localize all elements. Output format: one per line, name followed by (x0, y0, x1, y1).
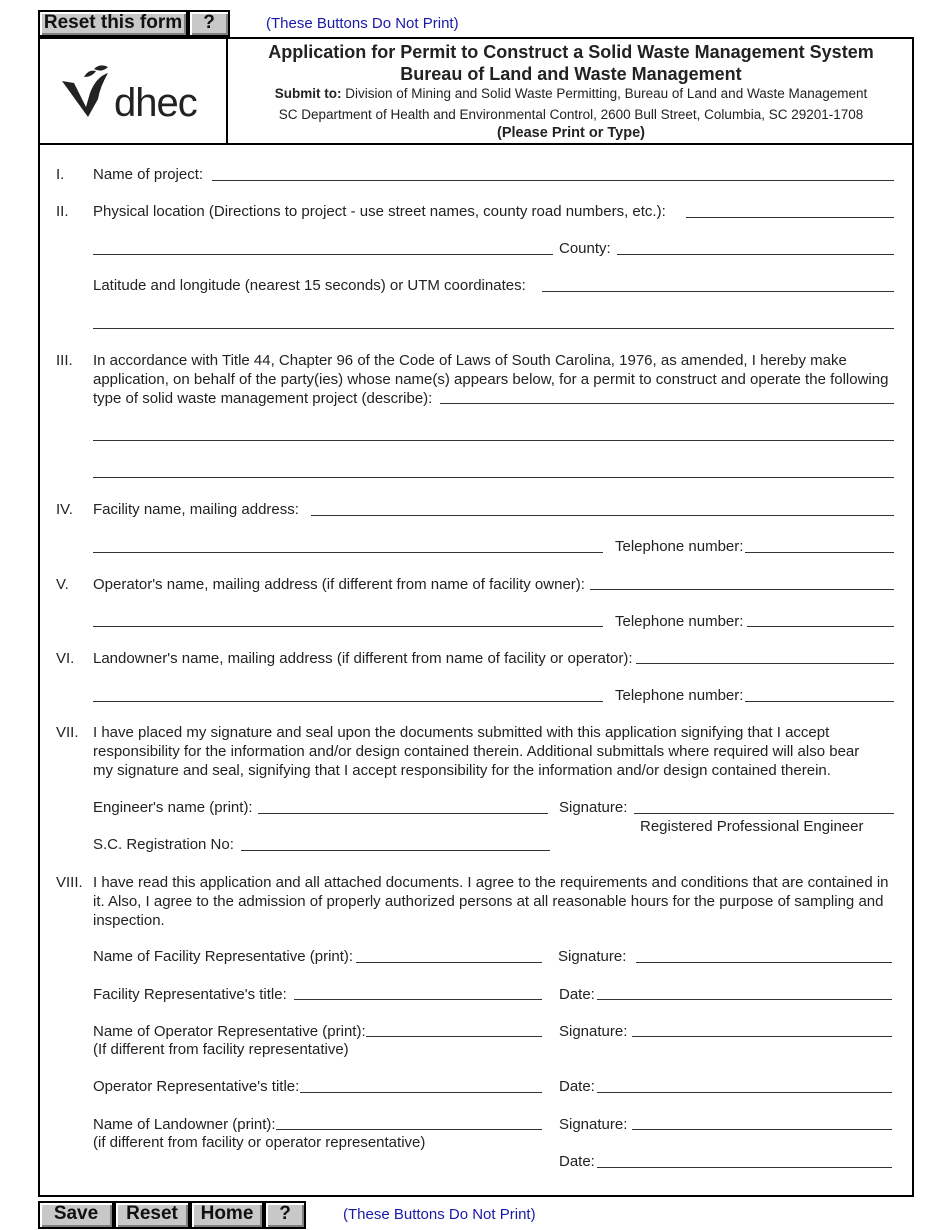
buttons-do-not-print-note-bottom: (These Buttons Do Not Print) (343, 1206, 536, 1223)
home-button[interactable]: Home (190, 1201, 264, 1229)
project-name-label: Name of project: (93, 166, 204, 183)
section7-text-1: I have placed my signature and seal upon the documents submitted with this application signifying that I accept (93, 724, 830, 741)
landowner-phone-field[interactable] (745, 701, 894, 702)
facility-rep-name-field[interactable] (356, 962, 542, 963)
section-number: II. (56, 203, 69, 220)
operator-rep-signature-field[interactable] (632, 1036, 892, 1037)
landowner-signature-field[interactable] (632, 1129, 892, 1130)
facility-name-label: Facility name, mailing address: (93, 501, 299, 518)
operator-rep-name-label: Name of Operator Representative (print): (93, 1023, 366, 1040)
facility-rep-title-label: Facility Representative's title: (93, 986, 287, 1003)
landowner-note: (if different from facility or operator representative) (93, 1134, 426, 1151)
section8-text-2: it. Also, I agree to the admission of properly authorized persons at all reasonable hours for the purpose of sampling and (93, 893, 884, 910)
section7-text-3: my signature and seal, signifying that I accept responsibility for the information and/or design contained therein. (93, 762, 831, 779)
operator-rep-date-field[interactable] (597, 1092, 892, 1093)
registration-number-label: S.C. Registration No: (93, 836, 234, 853)
facility-rep-date-label: Date: (559, 986, 595, 1003)
submit-address: SC Department of Health and Environmental Control, 2600 Bull Street, Columbia, SC 29201-1708 (278, 107, 864, 122)
operator-name-field[interactable] (590, 589, 894, 590)
operator-rep-title-field[interactable] (300, 1092, 542, 1093)
section-number: VII. (56, 724, 79, 741)
registered-engineer-label: Registered Professional Engineer (640, 818, 864, 835)
landowner-signature-label: Signature: (559, 1116, 628, 1133)
reset-button[interactable]: Reset (114, 1201, 190, 1229)
section-number: V. (56, 576, 69, 593)
reset-form-button[interactable]: Reset this form (38, 10, 188, 37)
operator-phone-field[interactable] (747, 626, 894, 627)
operator-rep-title-label: Operator Representative's title: (93, 1078, 300, 1095)
operator-name-label: Operator's name, mailing address (if different from name of facility owner): (93, 576, 585, 593)
landowner-date-label: Date: (559, 1153, 595, 1170)
latlong-field-2[interactable] (93, 328, 894, 329)
facility-phone-field[interactable] (745, 552, 894, 553)
submit-label: Submit to: (274, 86, 342, 101)
landowner-name-field[interactable] (636, 663, 894, 664)
physical-location-field[interactable] (686, 217, 894, 218)
facility-name-field[interactable] (311, 515, 894, 516)
section8-text-3: inspection. (93, 912, 165, 929)
project-name-field[interactable] (212, 180, 894, 181)
dhec-logo (38, 37, 228, 145)
section3-text-3: type of solid waste management project (describe): (93, 390, 433, 407)
operator-address-field[interactable] (93, 626, 603, 627)
submit-text: Division of Mining and Solid Waste Permitting, Bureau of Land and Waste Management (345, 86, 868, 101)
project-description-field-3[interactable] (93, 477, 894, 478)
operator-rep-signature-label: Signature: (559, 1023, 628, 1040)
operator-phone-label: Telephone number: (615, 613, 744, 630)
section3-text-1: In accordance with Title 44, Chapter 96 of the Code of Laws of South Carolina, 1976, as amended, I hereby make (93, 352, 847, 369)
facility-rep-name-label: Name of Facility Representative (print): (93, 948, 354, 965)
landowner-name-label: Landowner's name, mailing address (if different from name of facility or operator): (93, 650, 633, 667)
landowner-rep-name-field[interactable] (276, 1129, 542, 1130)
engineer-name-label: Engineer's name (print): (93, 799, 253, 816)
form-title: Application for Permit to Construct a Solid Waste Management System (268, 42, 874, 62)
operator-rep-note: (If different from facility representative) (93, 1041, 349, 1058)
form-subtitle: Bureau of Land and Waste Management (400, 64, 742, 84)
landowner-date-field[interactable] (597, 1167, 892, 1168)
project-description-field[interactable] (440, 403, 894, 404)
facility-rep-title-field[interactable] (294, 999, 542, 1000)
section-number: III. (56, 352, 73, 369)
landowner-address-field[interactable] (93, 701, 603, 702)
physical-location-field-2[interactable] (93, 254, 553, 255)
landowner-phone-label: Telephone number: (615, 687, 744, 704)
project-description-field-2[interactable] (93, 440, 894, 441)
section8-text-1: I have read this application and all attached documents. I agree to the requirements and conditions that are contained in (93, 874, 889, 891)
registration-number-field[interactable] (241, 850, 550, 851)
facility-phone-label: Telephone number: (615, 538, 744, 555)
logo-text: dhec (114, 81, 197, 125)
save-button[interactable]: Save (38, 1201, 114, 1229)
print-note: (Please Print or Type) (497, 125, 645, 141)
county-field[interactable] (617, 254, 894, 255)
section-number: IV. (56, 501, 73, 518)
submit-to (228, 85, 914, 102)
engineer-signature-field[interactable] (634, 813, 894, 814)
facility-address-field[interactable] (93, 552, 603, 553)
facility-rep-date-field[interactable] (597, 999, 892, 1000)
section-number: VIII. (56, 874, 83, 891)
operator-rep-date-label: Date: (559, 1078, 595, 1095)
engineer-signature-label: Signature: (559, 799, 628, 816)
buttons-do-not-print-note: (These Buttons Do Not Print) (266, 15, 459, 32)
county-label: County: (559, 240, 611, 257)
landowner-rep-name-label: Name of Landowner (print): (93, 1116, 276, 1133)
physical-location-label: Physical location (Directions to project - use street names, county road numbers, etc.): (93, 203, 666, 220)
facility-rep-signature-label: Signature: (558, 948, 627, 965)
latlong-label: Latitude and longitude (nearest 15 seconds) or UTM coordinates: (93, 277, 526, 294)
facility-rep-signature-field[interactable] (636, 962, 892, 963)
latlong-field[interactable] (542, 291, 894, 292)
help-button-bottom[interactable]: ? (264, 1201, 306, 1229)
help-button[interactable]: ? (188, 10, 230, 37)
engineer-name-field[interactable] (258, 813, 548, 814)
section7-text-2: responsibility for the information and/or design contained therein. Additional submittals where required will also bear (93, 743, 860, 760)
section-number: I. (56, 166, 65, 183)
section-number: VI. (56, 650, 75, 667)
section3-text-2: application, on behalf of the party(ies) whose name(s) appears below, for a permit to construct and operate the following (93, 371, 889, 388)
operator-rep-name-field[interactable] (366, 1036, 542, 1037)
